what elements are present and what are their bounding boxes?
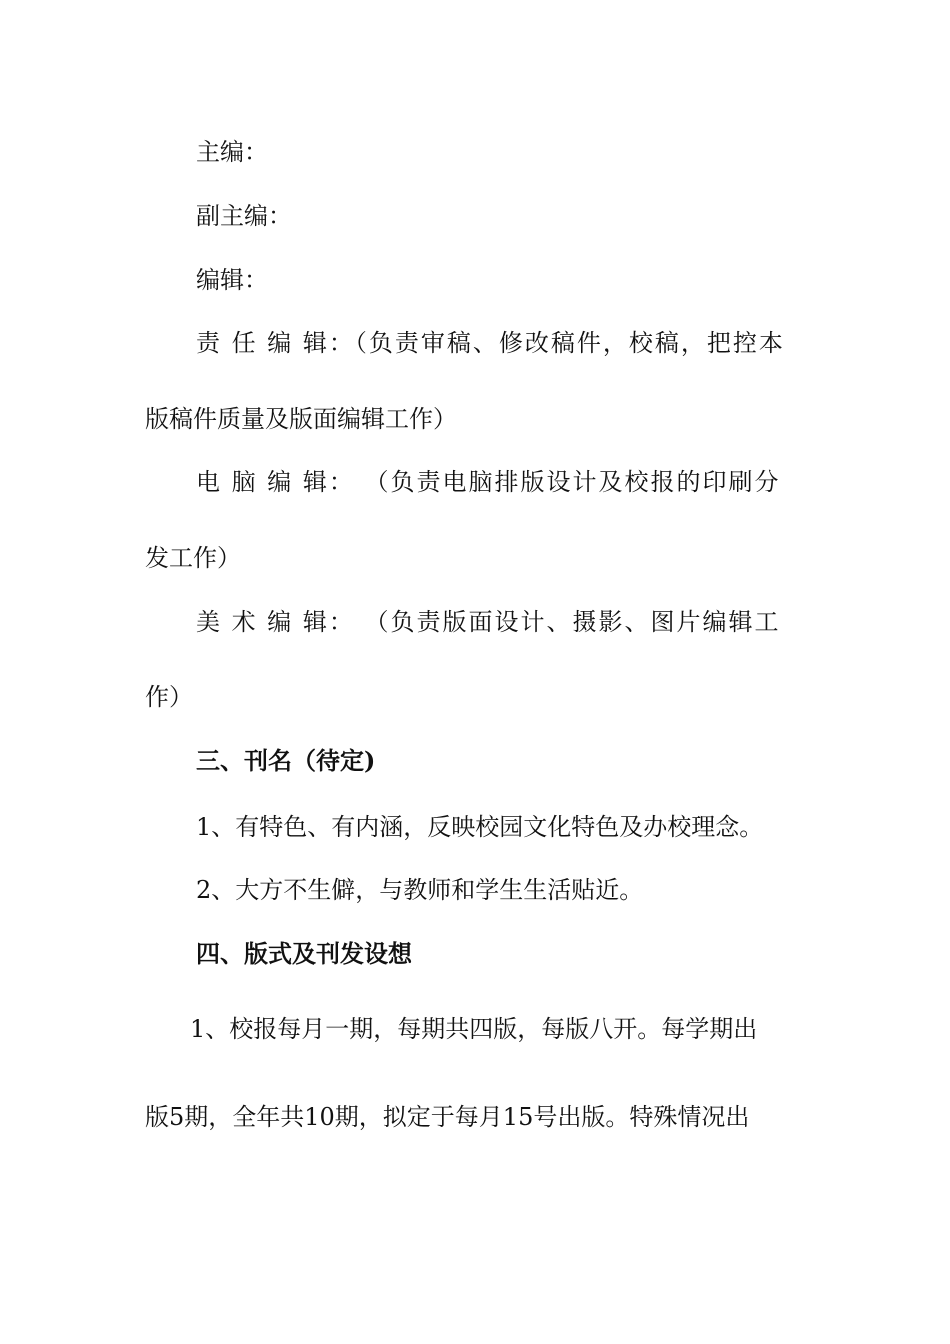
- computer-editor-line-cont: 发工作）: [145, 544, 241, 572]
- responsible-editor-line-cont: 版稿件质量及版面编辑工作）: [145, 405, 457, 433]
- section3-item1: 1、有特色、有内涵，反映校园文化特色及办校理念。: [196, 813, 764, 841]
- chief-editor-line: 主编：: [196, 138, 268, 166]
- responsible-editor-line: 责 任 编 辑：（负责审稿、修改稿件，校稿，把控本: [196, 329, 785, 357]
- deputy-chief-editor-line: 副主编：: [196, 202, 292, 230]
- art-editor-line: 美 术 编 辑： （负责版面设计、摄影、图片编辑工: [196, 608, 781, 636]
- section3-heading: 三、刊名（待定): [196, 746, 376, 775]
- art-editor-line-cont: 作）: [145, 683, 193, 711]
- section4-heading: 四、版式及刊发设想: [196, 939, 412, 968]
- section3-item2: 2、大方不生僻，与教师和学生生活贴近。: [196, 876, 644, 904]
- computer-editor-line: 电 脑 编 辑： （负责电脑排版设计及校报的印刷分: [196, 468, 781, 496]
- section4-item1-cont: 版5期，全年共10期，拟定于每月15号出版。特殊情况出: [145, 1103, 750, 1131]
- editor-line: 编辑：: [196, 266, 268, 294]
- section4-item1: 1、校报每月一期，每期共四版，每版八开。每学期出: [190, 1015, 758, 1043]
